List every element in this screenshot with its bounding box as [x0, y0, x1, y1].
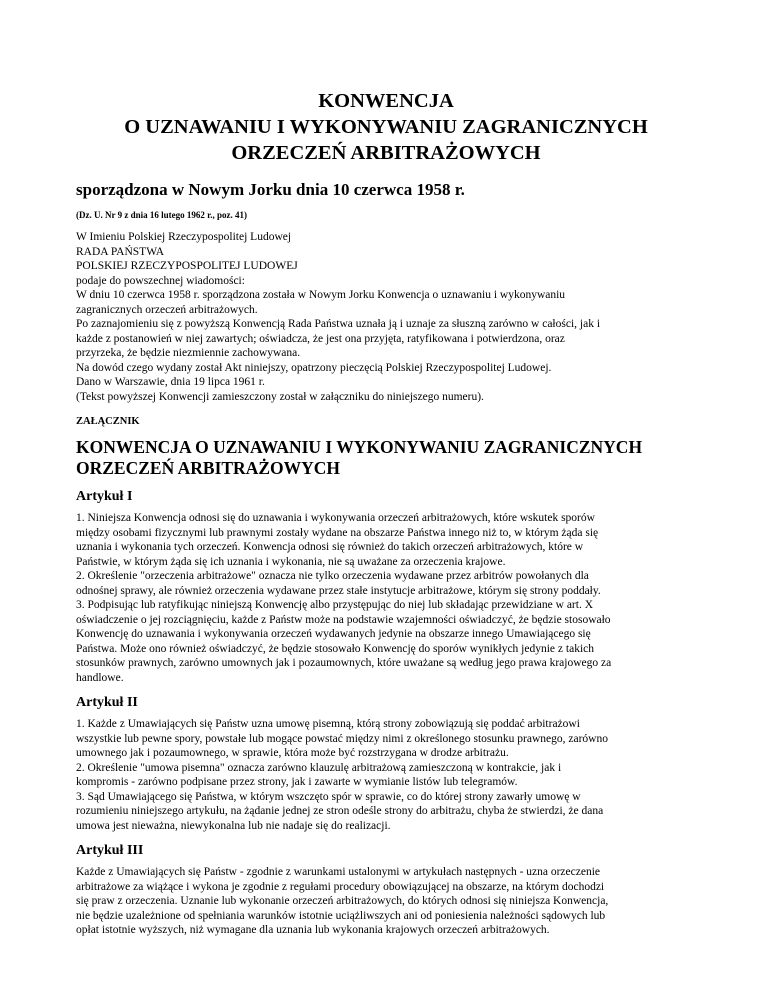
article-line: 3. Sąd Umawiającego się Państwa, w którym wszczęto spór w sprawie, co do której strony zawarły umowę w [76, 790, 581, 803]
article-line: umownego jak i pozaumownego, w sprawie, która może być rozstrzygana w drodze arbitrażu. [76, 747, 509, 759]
article-2 [76, 694, 696, 833]
article-line: odnośnej sprawy, ale również orzeczenia wydawane przez stałe instytucje arbitrażowe, którym się strony poddały. [76, 584, 601, 597]
article-heading: Artykuł II [76, 695, 138, 710]
article-line: Państwa. Może ono również oświadczyć, że będzie stosowało Konwencję do sporów wynikłych jedynie z takich [76, 642, 594, 655]
annex-title [76, 437, 696, 479]
article-text [76, 717, 696, 833]
article-heading: Artykuł III [76, 843, 144, 858]
article-line: wszystkie lub pewne spory, powstałe lub mogące powstać między nimi z określonego stosunku prawnego, zarówno [76, 732, 608, 745]
article-line: się praw z orzeczenia. Uznanie lub wykonanie orzeczeń arbitrażowych, do których odnosi się niniejsza Konwencja, [76, 895, 609, 907]
article-line: Państwie, w którym żąda się ich uznania i wykonania, nie są uważane za orzeczenia krajowe. [76, 555, 506, 568]
intro-line: W dniu 10 czerwca 1958 r. sporządzona została w Nowym Jorku Konwencja o uznawaniu i wykonywaniu [76, 289, 566, 301]
article-line: umowa jest nieważna, niewykonalna lub nie nadaje się do realizacji. [76, 819, 391, 832]
article-heading: Artykuł I [76, 489, 133, 504]
article-line: Konwencję do uznawania i wykonywania orzeczeń wydawanych jedynie na obszarze innego Umawiającego się [76, 628, 591, 640]
article-line: 1. Każde z Umawiających się Państw uzna umowę pisemną, którą strony zobowiązują się poddać arbitrażowi [76, 718, 580, 730]
intro-line: W Imieniu Polskiej Rzeczypospolitej Ludowej [76, 231, 292, 243]
article-line: 2. Określenie "orzeczenia arbitrażowe" oznacza nie tylko orzeczenia wydawane przez arbitrów powołanych dla [76, 570, 589, 582]
intro-line: Po zaznajomieniu się z powyższą Konwencją Rada Państwa uznała ją i uznaje za słuszną zarówno w całości, jak i [76, 318, 601, 330]
intro-line: Dano w Warszawie, dnia 19 lipca 1961 r. [76, 376, 265, 388]
intro-text [76, 230, 696, 404]
article-line: 3. Podpisując lub ratyfikując niniejszą Konwencję albo przystępując do niej lub składając przewidziane w art. X [76, 599, 594, 611]
intro-line: POLSKIEJ RZECZYPOSPOLITEJ LUDOWEJ [76, 260, 298, 272]
article-line: opłat istotnie wyższych, niż wymagane dla uznania lub wykonania krajowych orzeczeń arbitrażowych. [76, 924, 550, 936]
annex-title-line: KONWENCJA O UZNAWANIU I WYKONYWANIU ZAGRANICZNYCH [76, 437, 643, 457]
document-subtitle: sporządzona w Nowym Jorku dnia 10 czerwca 1958 r. [76, 180, 465, 199]
intro-line: przyrzeka, że będzie niezmiennie zachowywana. [76, 347, 301, 359]
intro-line: zagranicznych orzeczeń arbitrażowych. [76, 303, 258, 316]
article-3 [76, 842, 696, 938]
article-line: 1. Niniejsza Konwencja odnosi się do uznawania i wykonywania orzeczeń arbitrażowych, które wskutek sporów [76, 512, 595, 524]
intro-line: Na dowód czego wydany został Akt niniejszy, opatrzony pieczęcią Polskiej Rzeczypospolitej Ludowej. [76, 361, 552, 374]
intro-line: (Tekst powyższej Konwencji zamieszczony został w załączniku do niniejszego numeru). [76, 390, 484, 403]
article-line: rozumieniu niniejszego artykułu, na żądanie jednej ze stron odeśle strony do arbitrażu, chyba że stwierdzi, że dana [76, 805, 604, 817]
article-line: Każde z Umawiających się Państw - zgodnie z warunkami ustalonymi w artykułach następnych - uzna orzeczenie [76, 866, 601, 878]
article-line: uznania i wykonania tych orzeczeń. Konwencja odnosi się również do takich orzeczeń arbitrażowych, które w [76, 541, 584, 553]
intro-line: podaje do powszechnej wiadomości: [76, 274, 245, 287]
document-page [76, 88, 696, 938]
article-line: oświadczenie o jej rozciągnięciu, każde z Państw może na podstawie wzajemności oświadczyć, że będzie stosowało [76, 613, 611, 626]
annex-title-line: ORZECZEŃ ARBITRAŻOWYCH [76, 458, 341, 478]
article-text [76, 865, 696, 938]
title-line: O UZNAWANIU I WYKONYWANIU ZAGRANICZNYCH [124, 116, 648, 138]
article-line: między osobami fizycznymi lub prawnymi zostały wydane na obszarze Państwa innego niż to, w którym żąda się [76, 526, 599, 539]
publication-reference: (Dz. U. Nr 9 z dnia 16 lutego 1962 r., poz. 41) [76, 210, 247, 220]
article-line: stosunków prawnych, zarówno umownych jak i pozaumownych, które uważane są według jego prawa krajowego za [76, 657, 612, 669]
article-line: kompromis - zarówno podpisane przez strony, jak i zawarte w wymianie listów lub telegramów. [76, 776, 518, 788]
article-1 [76, 488, 696, 685]
annex-label: ZAŁĄCZNIK [76, 416, 140, 427]
intro-line: każde z postanowień w niej zawartych; oświadcza, że jest ona przyjęta, ratyfikowana i potwierdzona, oraz [76, 332, 565, 345]
article-line: arbitrażowe za wiążące i wykona je zgodnie z regułami procedury obowiązującej na obszarze, na którym dochodzi [76, 880, 605, 893]
article-text [76, 511, 696, 685]
article-line: nie będzie uzależnione od spełniania warunków istotnie uciążliwszych ani od poniesienia należności sądowych lub [76, 909, 606, 922]
article-line: handlowe. [76, 671, 124, 684]
article-line: 2. Określenie "umowa pisemna" oznacza zarówno klauzulę arbitrażową zamieszczoną w kontrakcie, jak i [76, 761, 562, 774]
title-line: KONWENCJA [318, 90, 454, 112]
title-line: ORZECZEŃ ARBITRAŻOWYCH [231, 142, 541, 164]
intro-line: RADA PAŃSTWA [76, 245, 165, 258]
document-title [76, 88, 696, 166]
